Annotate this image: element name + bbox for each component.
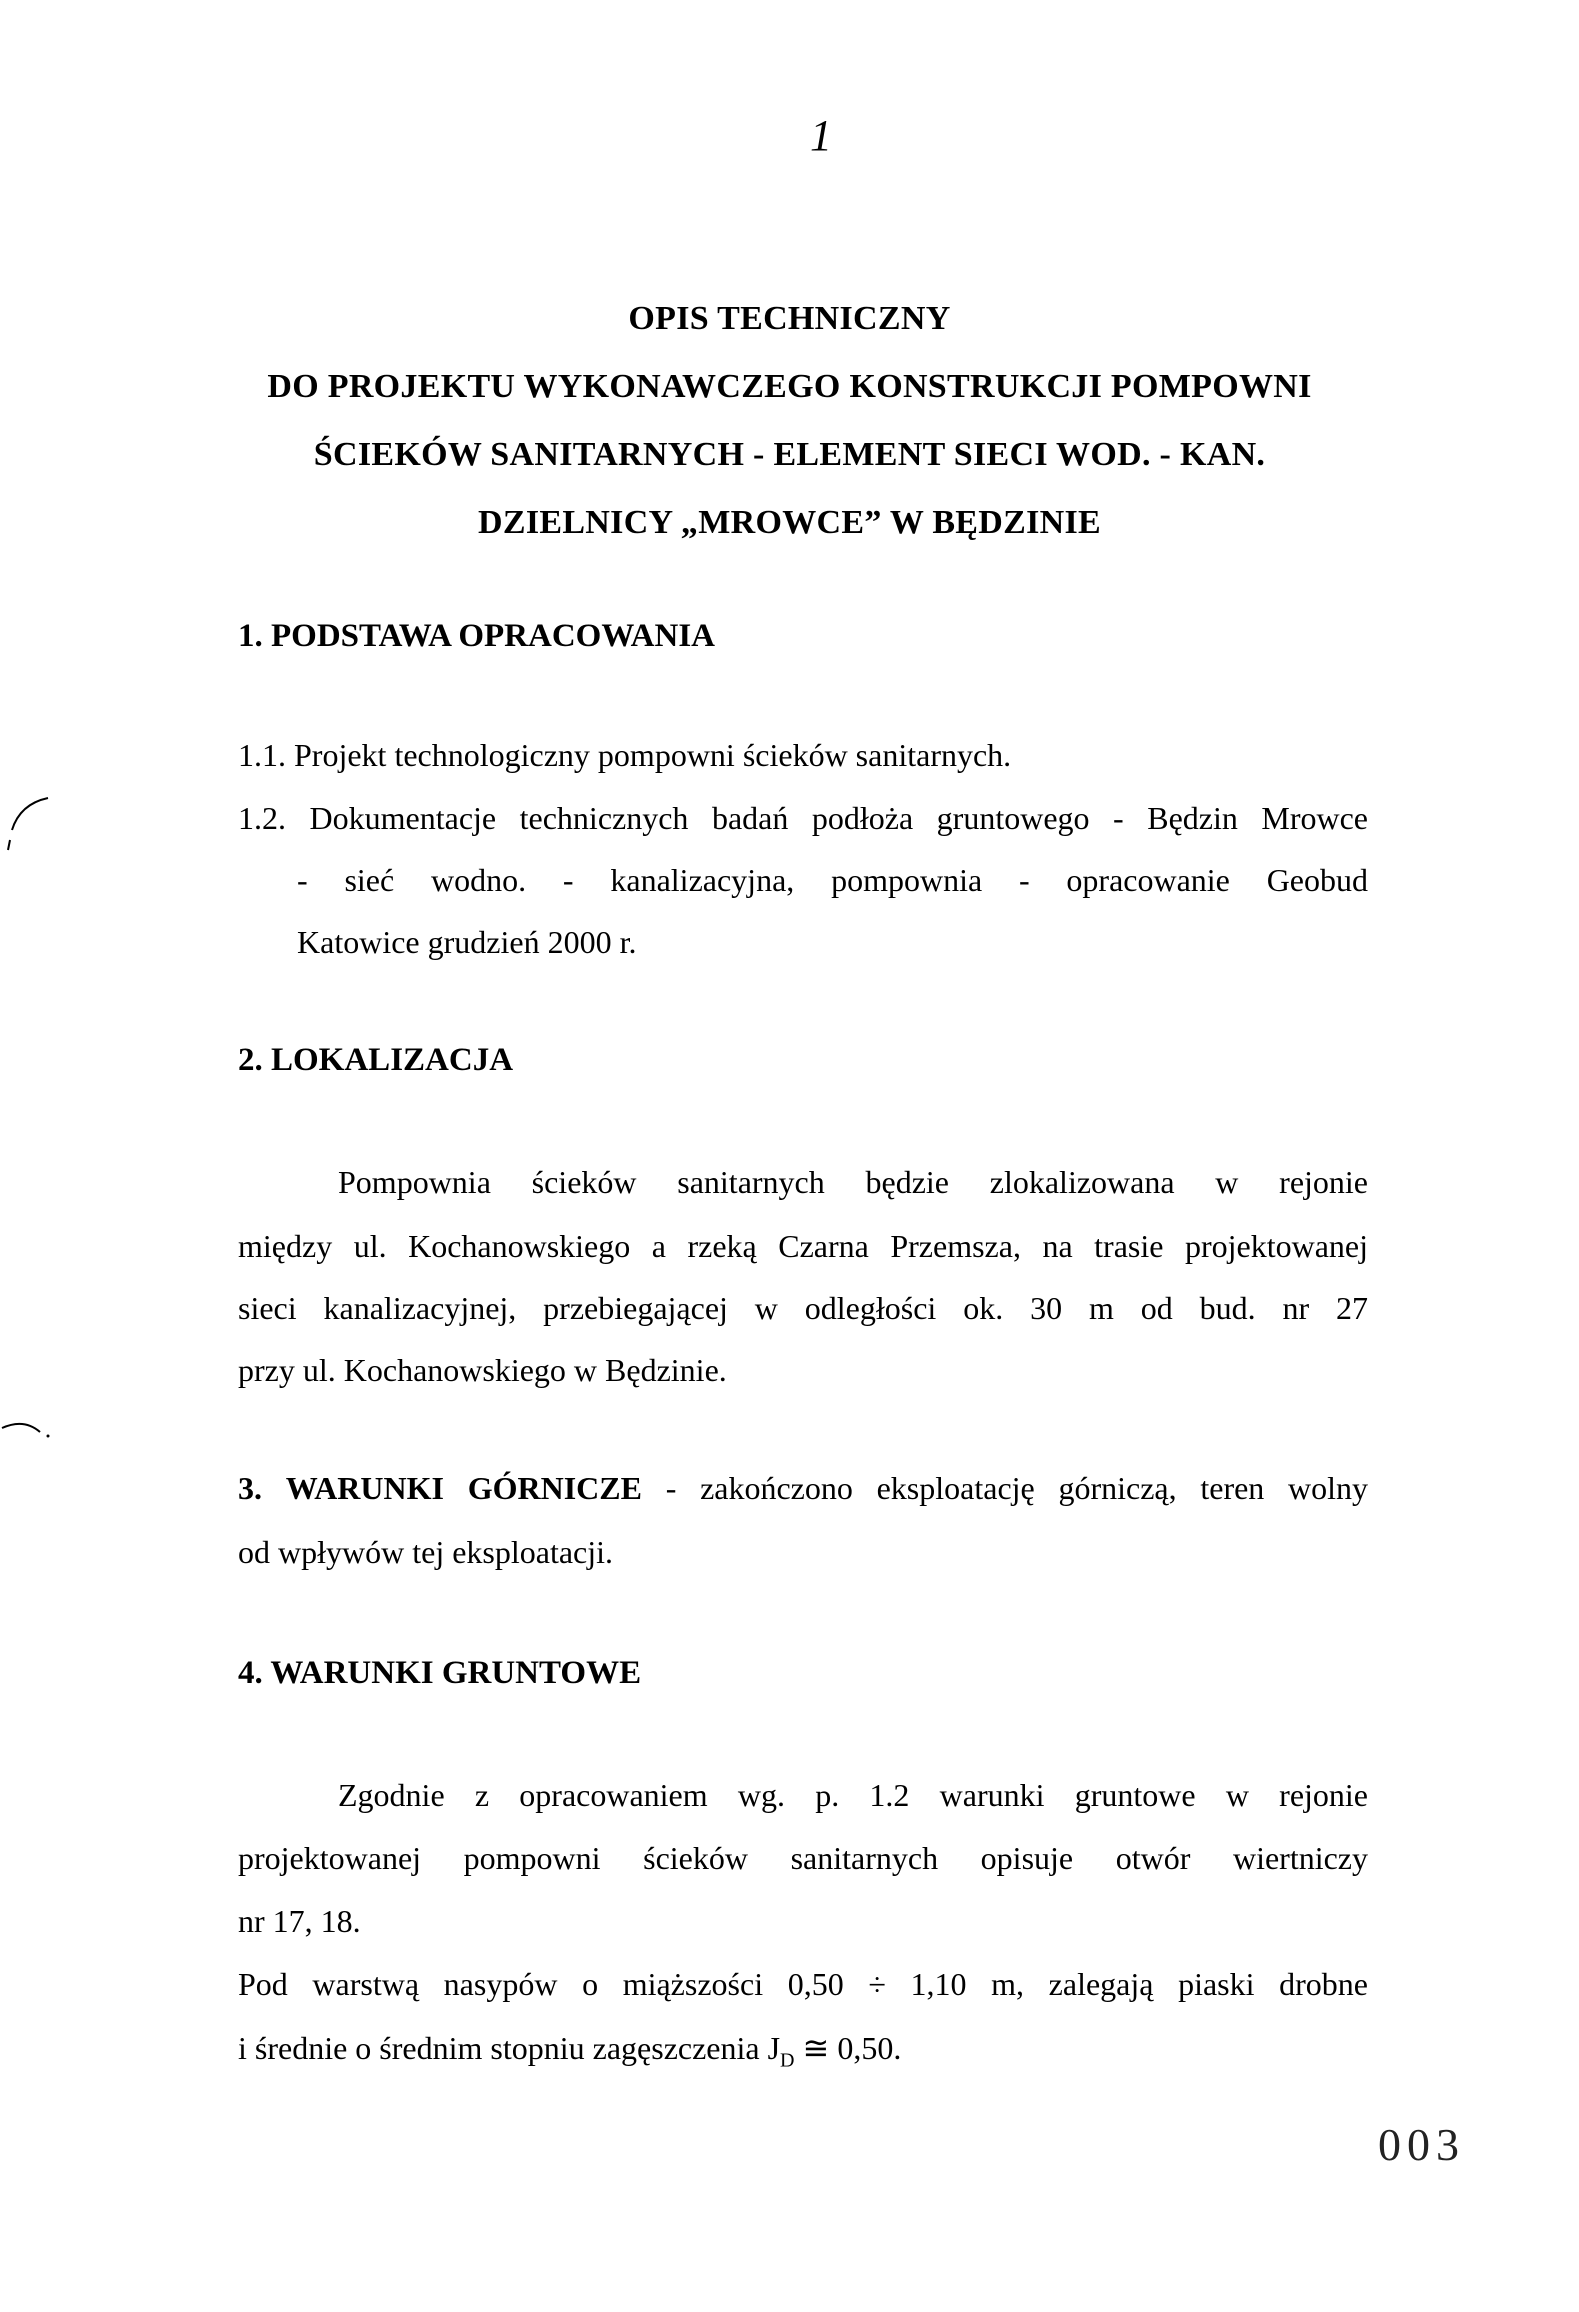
margin-mark-bottom bbox=[0, 1410, 60, 1450]
title-line-4: DZIELNICY „MROWCE” W BĘDZINIE bbox=[477, 504, 1102, 541]
section-1-item-1: 1.1. Projekt technologiczny pompowni ścieków sanitarnych. bbox=[238, 737, 1012, 773]
section-4-line-5-text: i średnie o średnim stopniu zagęszczenia J bbox=[238, 2030, 781, 2066]
section-4-line-2: projektowanej pompowni ścieków sanitarnych opisuje otwór wiertniczy bbox=[238, 1840, 1368, 1876]
section-1-item-2-line-1: 1.2. Dokumentacje technicznych badań podłoża gruntowego - Będzin Mrowce bbox=[238, 800, 1368, 836]
section-4-line-3: nr 17, 18. bbox=[238, 1903, 361, 1939]
section-3-line-2: od wpływów tej eksploatacji. bbox=[238, 1534, 614, 1570]
section-3-number: 3. bbox=[238, 1470, 262, 1506]
density-index-subscript: D bbox=[780, 2049, 795, 2072]
section-2-heading: 2. LOKALIZACJA bbox=[238, 1042, 514, 1078]
section-4-heading: 4. WARUNKI GRUNTOWE bbox=[238, 1655, 642, 1691]
section-3-line-1-rest: - zakończono eksploatację górniczą, teren wolny bbox=[665, 1470, 1369, 1506]
section-2-line-3: sieci kanalizacyjnej, przebiegającej w odległości ok. 30 m od bud. nr 27 bbox=[238, 1290, 1368, 1326]
title-line-1: OPIS TECHNICZNY bbox=[628, 300, 951, 337]
section-2-line-2: między ul. Kochanowskiego a rzeką Czarna Przemsza, na trasie projektowanej bbox=[238, 1228, 1368, 1264]
section-2-line-4: przy ul. Kochanowskiego w Będzinie. bbox=[238, 1352, 727, 1388]
section-3-line-1 bbox=[238, 1470, 1368, 1507]
section-4-line-1: Zgodnie z opracowaniem wg. p. 1.2 warunki gruntowe w rejonie bbox=[338, 1777, 1368, 1813]
page-number-handwritten: 1 bbox=[810, 111, 832, 160]
section-4-line-5-value: ≅ 0,50. bbox=[794, 2030, 902, 2066]
section-4-line-4: Pod warstwą nasypów o miąższości 0,50 ÷ 1,10 m, zalegają piaski drobne bbox=[238, 1966, 1368, 2002]
page-stamp-number: 003 bbox=[1378, 2119, 1465, 2170]
section-4-line-5 bbox=[238, 2029, 901, 2072]
margin-mark-top bbox=[0, 790, 60, 860]
section-2-line-1: Pompownia ścieków sanitarnych będzie zlokalizowana w rejonie bbox=[338, 1164, 1368, 1200]
section-1-heading: 1. PODSTAWA OPRACOWANIA bbox=[238, 618, 716, 654]
section-1-item-2-line-3: Katowice grudzień 2000 r. bbox=[297, 924, 637, 960]
title-line-2: DO PROJEKTU WYKONAWCZEGO KONSTRUKCJI POMPOWNI bbox=[267, 368, 1312, 405]
section-1-item-2-line-2: - sieć wodno. - kanalizacyjna, pompownia - opracowanie Geobud bbox=[297, 862, 1368, 898]
title-line-3: ŚCIEKÓW SANITARNYCH - ELEMENT SIECI WOD. - KAN. bbox=[313, 436, 1266, 473]
section-3-heading: WARUNKI GÓRNICZE bbox=[285, 1470, 642, 1506]
